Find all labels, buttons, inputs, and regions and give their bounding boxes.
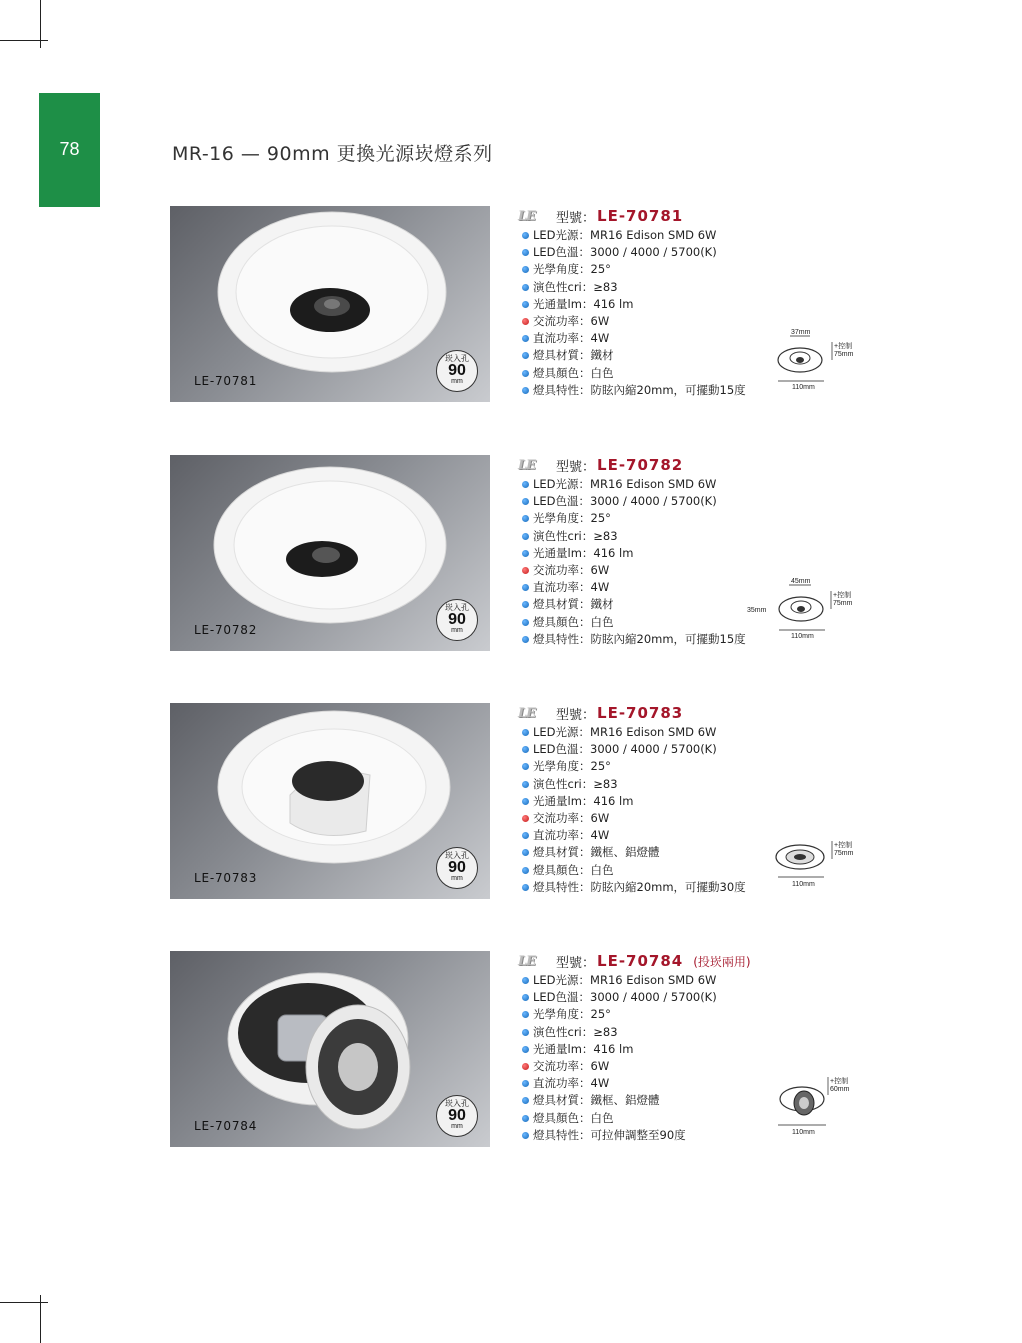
product-card [0,951,1022,1151]
spec-list [518,724,788,896]
page-number: 78 [59,139,80,159]
spec-text: LED光源：MR16 Edison SMD 6W [533,973,717,987]
spec-item [518,862,788,879]
spec-text: 光學角度：25° [533,759,611,774]
le-logo: LE [518,457,536,473]
model-line [518,951,788,971]
bullet-icon [522,232,529,239]
spec-text: 光通量lm：416 lm [533,296,634,311]
dim-side: +控制 [834,343,853,350]
bullet-icon [522,1011,529,1018]
spec-text: 燈具材質：鐵材 [533,597,614,612]
spec-text: 光通量lm：416 lm [533,545,634,560]
bullet-icon [522,1097,529,1104]
spec-text: 光學角度：25° [533,511,611,526]
photo-label: LE-70781 [194,374,258,388]
spec-text: LED光源：MR16 Edison SMD 6W [533,477,717,491]
spec-item [518,844,788,861]
model-key: 型號： [556,210,596,226]
spec-item [518,776,788,793]
spec-item [518,1110,788,1127]
page-title: MR-16 — 90mm 更換光源崁燈系列 [172,143,493,165]
spec-item [518,545,788,562]
spec-item [518,279,788,296]
spec-text: 燈具顏色：白色 [533,365,614,380]
spec-text: LED色溫：3000 / 4000 / 5700(K) [533,742,717,757]
model-key: 型號： [556,459,596,475]
dim-height: 75mm [834,850,854,857]
spec-item [518,313,788,330]
model-number: LE-70781 [597,207,684,225]
product-card [0,455,1022,655]
model-number: LE-70784 [597,952,684,970]
dim-height: 75mm [834,351,854,358]
dim-width: 110mm [792,1129,815,1136]
dim-width: 110mm [792,881,815,888]
cutout-value: 90 [448,1107,466,1124]
spec-text: 直流功率：4W [533,331,610,346]
spec-item [518,793,788,810]
spec-text: 直流功率：4W [533,828,610,843]
product-photo [170,703,490,899]
cutout-badge [436,350,478,392]
spec-text: LED色溫：3000 / 4000 / 5700(K) [533,494,717,509]
bullet-red-icon [522,567,529,574]
spec-block [518,206,788,399]
spec-item [518,330,788,347]
photo-label: LE-70782 [194,623,258,637]
dim-side: +控制 [830,1078,849,1085]
bullet-icon [522,515,529,522]
spec-item [518,244,788,261]
dim-top: 37mm [791,329,811,336]
dim-height: 60mm [830,1086,850,1093]
spec-text: LED色溫：3000 / 4000 / 5700(K) [533,245,717,260]
bullet-icon [522,849,529,856]
bullet-icon [522,1132,529,1139]
spec-text: 燈具顏色：白色 [533,862,614,877]
bullet-icon [522,266,529,273]
bullet-icon [522,1115,529,1122]
le-logo: LE [518,953,536,969]
spec-item [518,972,788,989]
spec-item [518,758,788,775]
spec-item [518,261,788,278]
spec-item [518,510,788,527]
spec-item [518,827,788,844]
cutout-badge [436,1095,478,1137]
bullet-icon [522,1080,529,1087]
dim-height: 75mm [833,600,853,607]
le-logo: LE [518,705,536,721]
bullet-icon [522,284,529,291]
bullet-red-icon [522,815,529,822]
cutout-unit: mm [451,1123,463,1130]
model-key: 型號： [556,707,596,723]
spec-block [518,951,788,1144]
spec-text: 演色性cri：≥83 [533,279,618,294]
bullet-icon [522,1029,529,1036]
bullet-icon [522,832,529,839]
dim-width: 110mm [791,633,814,640]
cutout-badge [436,847,478,889]
spec-block [518,703,788,896]
bullet-red-icon [522,1063,529,1070]
spec-text: 燈具特性：可拉伸調整至90度 [533,1127,686,1142]
spec-text: 直流功率：4W [533,1076,610,1091]
spec-item [518,879,788,896]
spec-list [518,972,788,1144]
model-key: 型號： [556,955,596,971]
dim-side: +控制 [834,842,853,849]
dim-side: +控制 [833,592,852,599]
spec-item [518,382,788,399]
bullet-icon [522,601,529,608]
bullet-icon [522,619,529,626]
cutout-title: 崁入孔 [445,354,469,363]
model-line [518,455,788,475]
spec-text: 燈具特性：防眩內縮20mm，可擺動30度 [533,879,746,894]
crop-mark [0,40,48,41]
bullet-icon [522,781,529,788]
spec-text: 直流功率：4W [533,580,610,595]
spec-text: 燈具材質：鐵框、鋁燈體 [533,845,660,860]
spec-text: 光通量lm：416 lm [533,793,634,808]
photo-label: LE-70783 [194,871,258,885]
spec-text: 光學角度：25° [533,1007,611,1022]
bullet-icon [522,746,529,753]
spec-item [518,1024,788,1041]
spec-text: 交流功率：6W [533,810,610,825]
spec-item [518,347,788,364]
cutout-unit: mm [451,875,463,882]
cutout-value: 90 [448,859,466,876]
dimension-diagram [770,1073,866,1139]
dim-top: 45mm [791,578,811,585]
page-number-tab [39,93,100,207]
bullet-icon [522,370,529,377]
spec-text: 燈具材質：鐵材 [533,348,614,363]
spec-item [518,1058,788,1075]
bullet-icon [522,798,529,805]
spec-item [518,989,788,1006]
spec-text: LED色溫：3000 / 4000 / 5700(K) [533,990,717,1005]
model-line [518,206,788,226]
spec-text: 光通量lm：416 lm [533,1041,634,1056]
bullet-red-icon [522,318,529,325]
dimension-diagram [770,831,866,891]
spec-text: 演色性cri：≥83 [533,776,618,791]
spec-text: 交流功率：6W [533,313,610,328]
bullet-icon [522,1046,529,1053]
bullet-icon [522,498,529,505]
dim-left: 35mm [747,607,767,614]
bullet-icon [522,481,529,488]
model-number: LE-70782 [597,456,684,474]
spec-item [518,1006,788,1023]
spec-text: 交流功率：6W [533,562,610,577]
product-card [0,206,1022,406]
spec-text: 光學角度：25° [533,262,611,277]
spec-text: 交流功率：6W [533,1058,610,1073]
cutout-unit: mm [451,378,463,385]
bullet-icon [522,550,529,557]
spec-item [518,476,788,493]
product-photo [170,951,490,1147]
product-photo [170,206,490,402]
bullet-icon [522,977,529,984]
spec-item [518,741,788,758]
spec-item [518,1092,788,1109]
bullet-icon [522,763,529,770]
dimension-diagram [745,573,865,643]
spec-text: 燈具顏色：白色 [533,614,614,629]
spec-text: LED光源：MR16 Edison SMD 6W [533,228,717,242]
cutout-value: 90 [448,362,466,379]
cutout-title: 崁入孔 [445,1099,469,1108]
bullet-icon [522,352,529,359]
cutout-unit: mm [451,627,463,634]
bullet-icon [522,729,529,736]
spec-item [518,1075,788,1092]
spec-text: 燈具特性：防眩內縮20mm，可擺動15度 [533,382,746,397]
model-note: (投崁兩用) [693,954,751,969]
cutout-title: 崁入孔 [445,603,469,612]
spec-item [518,810,788,827]
bullet-icon [522,533,529,540]
spec-item [518,528,788,545]
spec-text: 燈具顏色：白色 [533,1110,614,1125]
cutout-title: 崁入孔 [445,851,469,860]
spec-item [518,493,788,510]
spec-text: LED光源：MR16 Edison SMD 6W [533,725,717,739]
bullet-icon [522,301,529,308]
spec-item [518,227,788,244]
spec-text: 演色性cri：≥83 [533,528,618,543]
cutout-badge [436,599,478,641]
spec-item [518,365,788,382]
bullet-icon [522,335,529,342]
bullet-icon [522,636,529,643]
spec-item [518,1041,788,1058]
dimension-diagram [770,324,866,394]
spec-item [518,296,788,313]
crop-mark [0,1302,48,1303]
product-photo [170,455,490,651]
model-number: LE-70783 [597,704,684,722]
bullet-icon [522,249,529,256]
photo-label: LE-70784 [194,1119,258,1133]
product-card [0,703,1022,903]
dim-width: 110mm [792,384,815,391]
spec-list [518,227,788,399]
spec-item [518,724,788,741]
spec-text: 燈具特性：防眩內縮20mm，可擺動15度 [533,631,746,646]
cutout-value: 90 [448,611,466,628]
spec-item [518,1127,788,1144]
bullet-icon [522,387,529,394]
bullet-icon [522,994,529,1001]
model-line [518,703,788,723]
le-logo: LE [518,208,536,224]
spec-text: 演色性cri：≥83 [533,1024,618,1039]
bullet-icon [522,884,529,891]
bullet-icon [522,584,529,591]
spec-text: 燈具材質：鐵框、鋁燈體 [533,1093,660,1108]
bullet-icon [522,867,529,874]
